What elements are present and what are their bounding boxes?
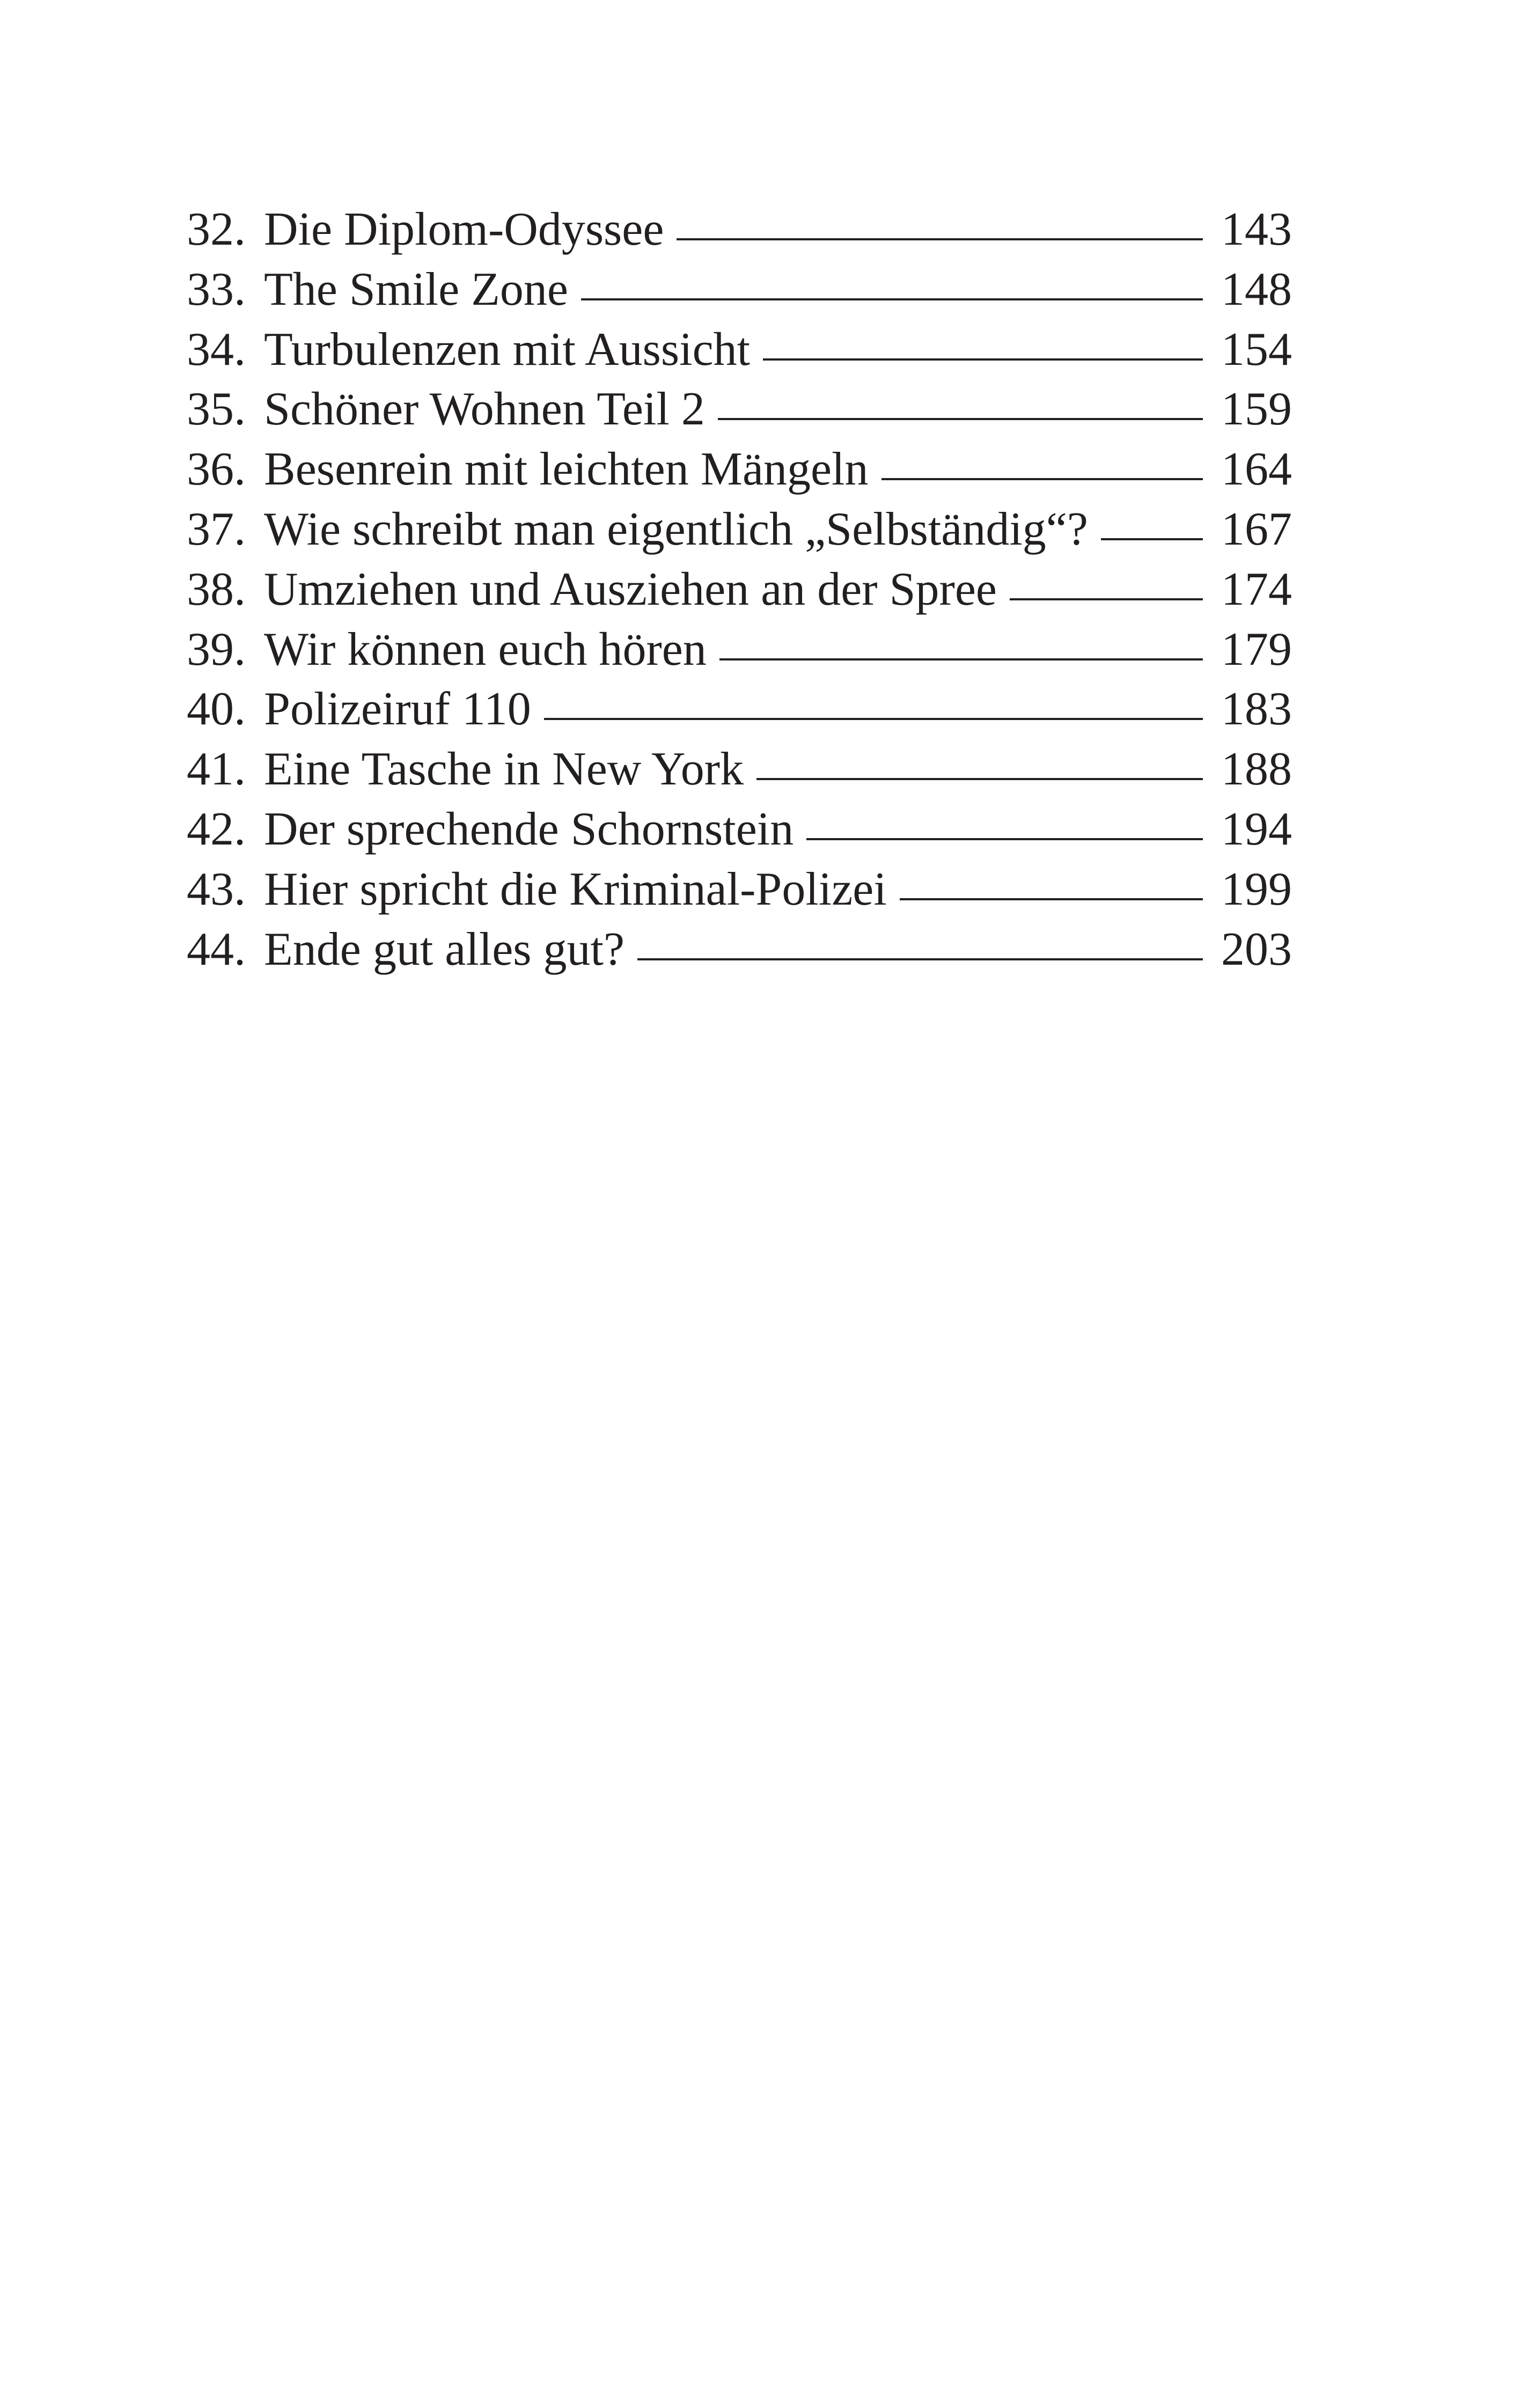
chapter-number: 33. — [187, 263, 246, 315]
chapter-title: Die Diplom-Odyssee — [264, 203, 664, 255]
leader-line — [718, 418, 1203, 420]
leader-line — [677, 238, 1203, 240]
toc-entry — [187, 620, 1292, 680]
leader-line — [806, 838, 1203, 840]
chapter-title: Turbulenzen mit Aussicht — [264, 323, 751, 376]
chapter-title: Der sprechende Schornstein — [264, 803, 794, 855]
chapter-title: Besenrein mit leichten Mängeln — [264, 443, 869, 496]
page-number: 183 — [1221, 683, 1292, 736]
page-number: 188 — [1221, 743, 1292, 796]
leader-line — [756, 778, 1203, 780]
leader-line — [719, 658, 1203, 660]
leader-line — [637, 958, 1203, 960]
toc-entry — [187, 799, 1292, 860]
leader-line — [881, 478, 1203, 480]
page-number: 194 — [1221, 803, 1292, 855]
page-number: 159 — [1221, 383, 1292, 436]
chapter-number: 39. — [187, 623, 246, 676]
chapter-title: Ende gut alles gut? — [264, 923, 625, 975]
chapter-number: 37. — [187, 503, 246, 555]
chapter-title: Hier spricht die Kriminal-Polizei — [264, 863, 887, 915]
toc-entry — [187, 379, 1292, 439]
chapter-title: Eine Tasche in New York — [264, 743, 744, 796]
chapter-number: 36. — [187, 443, 246, 496]
toc-entry — [187, 560, 1292, 620]
chapter-title: The Smile Zone — [264, 263, 568, 315]
chapter-title: Schöner Wohnen Teil 2 — [264, 383, 705, 436]
chapter-number: 43. — [187, 863, 246, 915]
toc-entry — [187, 320, 1292, 380]
chapter-number: 32. — [187, 203, 246, 255]
chapter-number: 42. — [187, 803, 246, 855]
chapter-number: 34. — [187, 323, 246, 376]
page-number: 164 — [1221, 443, 1292, 496]
chapter-number: 40. — [187, 683, 246, 736]
toc-entry — [187, 860, 1292, 920]
page-number: 203 — [1221, 923, 1292, 975]
toc-entry — [187, 260, 1292, 320]
chapter-number: 44. — [187, 923, 246, 975]
leader-line — [544, 718, 1203, 720]
page-number: 167 — [1221, 503, 1292, 555]
chapter-number: 41. — [187, 743, 246, 796]
leader-line — [1010, 598, 1203, 600]
chapter-number: 35. — [187, 383, 246, 436]
table-of-contents — [187, 200, 1292, 979]
chapter-title: Polizeiruf 110 — [264, 683, 531, 736]
chapter-title: Umziehen und Ausziehen an der Spree — [264, 563, 997, 615]
toc-entry — [187, 739, 1292, 799]
chapter-title: Wie schreibt man eigentlich „Selbständig“? — [264, 503, 1088, 555]
leader-line — [1101, 538, 1203, 540]
chapter-title: Wir können euch hören — [264, 623, 707, 676]
leader-line — [763, 358, 1203, 361]
page-number: 174 — [1221, 563, 1292, 615]
page-number: 179 — [1221, 623, 1292, 676]
page-number: 143 — [1221, 203, 1292, 255]
toc-entry — [187, 920, 1292, 980]
page-number: 154 — [1221, 323, 1292, 376]
page-number: 148 — [1221, 263, 1292, 315]
page-number: 199 — [1221, 863, 1292, 915]
toc-entry — [187, 500, 1292, 560]
leader-line — [900, 898, 1203, 900]
toc-entry — [187, 439, 1292, 500]
leader-line — [581, 298, 1203, 300]
toc-entry — [187, 200, 1292, 260]
toc-entry — [187, 679, 1292, 739]
chapter-number: 38. — [187, 563, 246, 615]
